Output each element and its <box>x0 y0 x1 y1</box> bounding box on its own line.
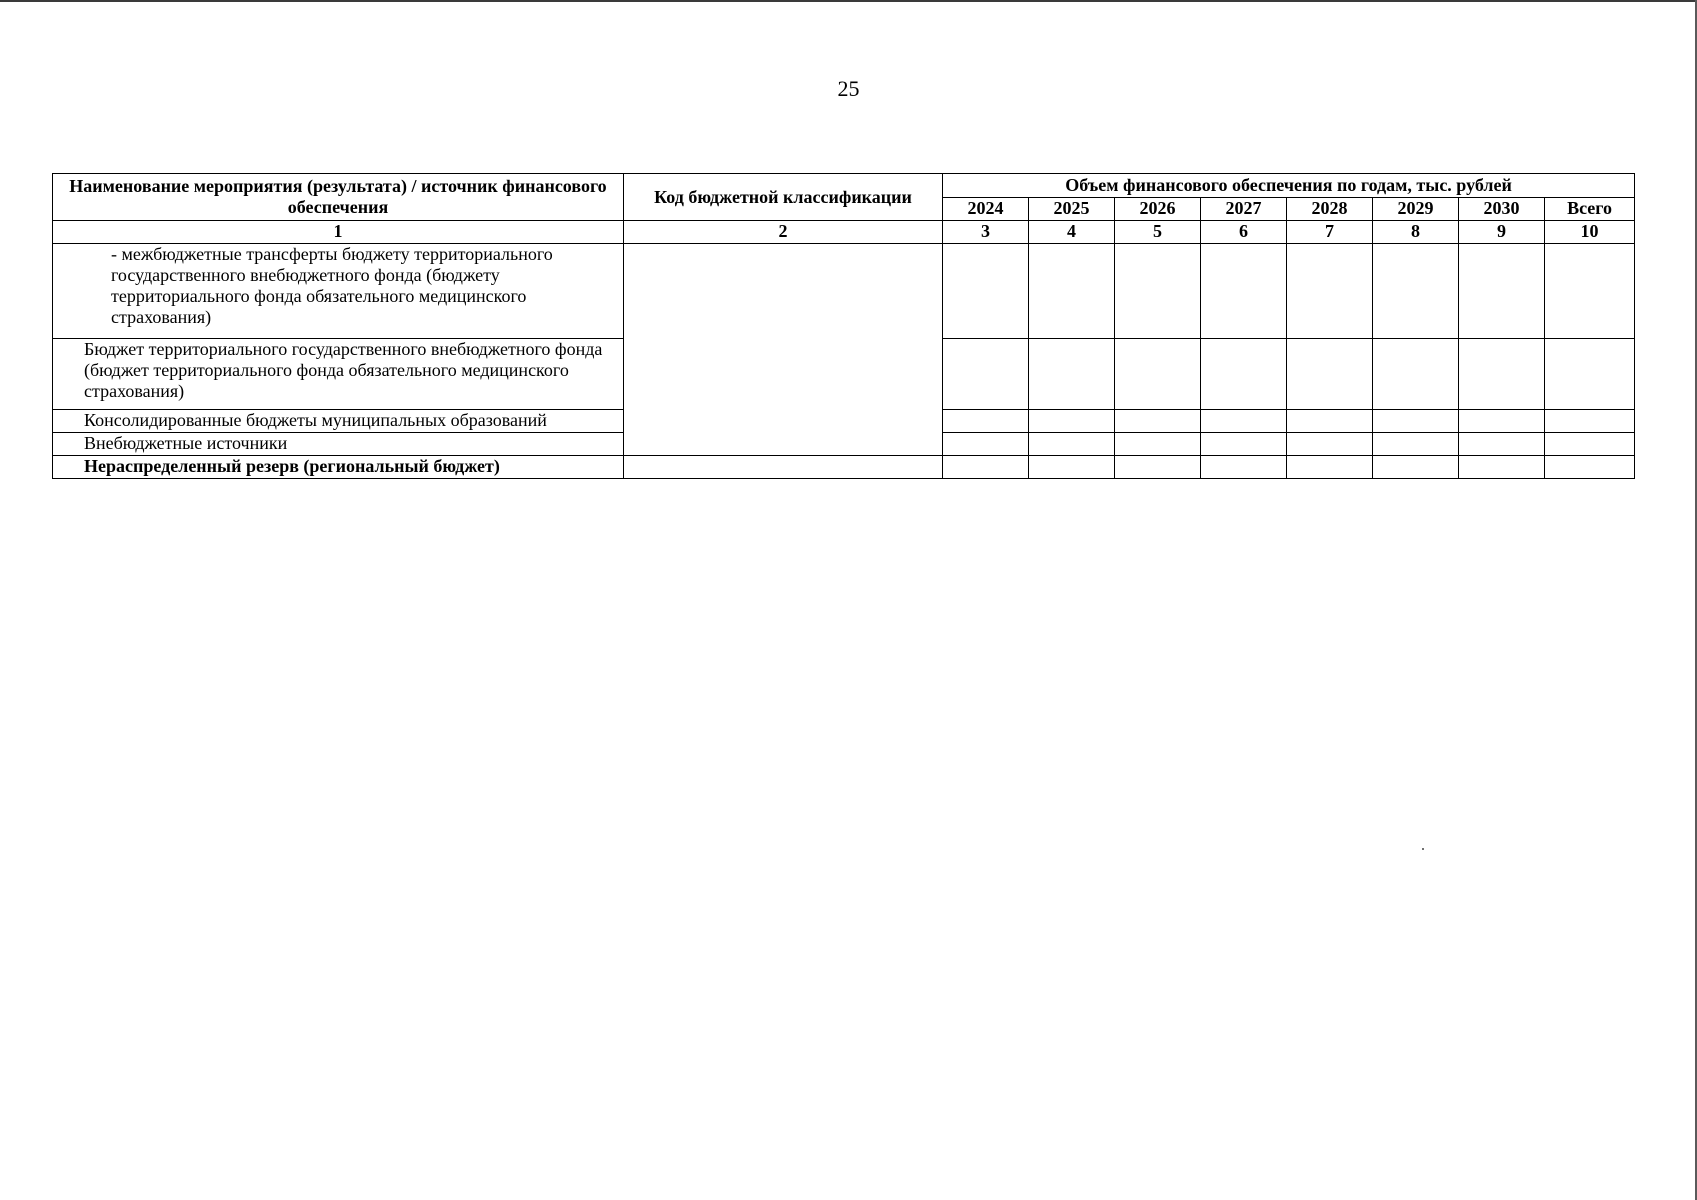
value-cell <box>1115 433 1201 456</box>
column-number: 10 <box>1545 221 1635 244</box>
value-cell <box>1373 339 1459 410</box>
column-number: 6 <box>1201 221 1287 244</box>
column-number: 4 <box>1029 221 1115 244</box>
value-cell <box>1545 410 1635 433</box>
value-cell <box>1287 244 1373 339</box>
value-cell <box>1029 410 1115 433</box>
row-name-interbudget-transfers: - межбюджетные трансферты бюджету территориального государственного внебюджетного фонда (бюджету территориального фонда обязательного медицинского страхования) <box>53 244 624 339</box>
value-cell <box>1287 339 1373 410</box>
row-name-territorial-fund-budget: Бюджет территориального государственного внебюджетного фонда (бюджет территориального фонда обязательного медицинского страхования) <box>53 339 624 410</box>
row-name-municipal-budgets: Консолидированные бюджеты муниципальных образований <box>53 410 624 433</box>
value-cell <box>1459 339 1545 410</box>
header-year-2027: 2027 <box>1201 197 1287 221</box>
value-cell <box>1373 433 1459 456</box>
table-row <box>53 244 1635 339</box>
row-name-unallocated-reserve: Нераспределенный резерв (региональный бюджет) <box>53 456 624 479</box>
scan-edge-top <box>0 0 1697 2</box>
value-cell <box>1029 244 1115 339</box>
value-cell <box>1115 339 1201 410</box>
value-cell <box>1201 339 1287 410</box>
column-number: 7 <box>1287 221 1373 244</box>
value-cell <box>1115 456 1201 479</box>
header-name-column: Наименование мероприятия (результата) / источник финансового обеспечения <box>53 174 624 221</box>
value-cell <box>1029 339 1115 410</box>
column-number: 1 <box>53 221 624 244</box>
header-code-column: Код бюджетной классификации <box>624 174 943 221</box>
value-cell <box>1201 244 1287 339</box>
value-cell <box>1545 433 1635 456</box>
budget-code-cell <box>624 244 943 456</box>
value-cell <box>943 244 1029 339</box>
value-cell <box>1545 339 1635 410</box>
value-cell <box>943 456 1029 479</box>
page-number: 25 <box>837 76 860 101</box>
column-number: 8 <box>1373 221 1459 244</box>
value-cell <box>1029 433 1115 456</box>
value-cell <box>1287 433 1373 456</box>
value-cell <box>1373 244 1459 339</box>
value-cell <box>1115 244 1201 339</box>
budget-code-cell <box>624 456 943 479</box>
column-number: 9 <box>1459 221 1545 244</box>
table-row <box>53 456 1635 479</box>
row-name-off-budget-sources: Внебюджетные источники <box>53 433 624 456</box>
value-cell <box>1545 244 1635 339</box>
value-cell <box>1287 456 1373 479</box>
value-cell <box>1459 410 1545 433</box>
header-total: Всего <box>1545 197 1635 221</box>
value-cell <box>1201 433 1287 456</box>
column-number: 3 <box>943 221 1029 244</box>
value-cell <box>1545 456 1635 479</box>
value-cell <box>943 410 1029 433</box>
header-year-2024: 2024 <box>943 197 1029 221</box>
value-cell <box>1459 244 1545 339</box>
header-row-1 <box>53 174 1635 198</box>
header-volume-group: Объем финансового обеспечения по годам, тыс. рублей <box>943 174 1635 198</box>
value-cell <box>1373 456 1459 479</box>
value-cell <box>1459 456 1545 479</box>
value-cell <box>1115 410 1201 433</box>
value-cell <box>1373 410 1459 433</box>
header-year-2030: 2030 <box>1459 197 1545 221</box>
column-number: 5 <box>1115 221 1201 244</box>
header-year-2026: 2026 <box>1115 197 1201 221</box>
value-cell <box>943 433 1029 456</box>
header-year-2025: 2025 <box>1029 197 1115 221</box>
value-cell <box>1201 456 1287 479</box>
column-number-row <box>53 221 1635 244</box>
scan-speck <box>1422 848 1424 850</box>
value-cell <box>943 339 1029 410</box>
header-year-2029: 2029 <box>1373 197 1459 221</box>
value-cell <box>1287 410 1373 433</box>
header-year-2028: 2028 <box>1287 197 1373 221</box>
financing-table <box>52 173 1635 479</box>
column-number: 2 <box>624 221 943 244</box>
value-cell <box>1459 433 1545 456</box>
value-cell <box>1029 456 1115 479</box>
value-cell <box>1201 410 1287 433</box>
